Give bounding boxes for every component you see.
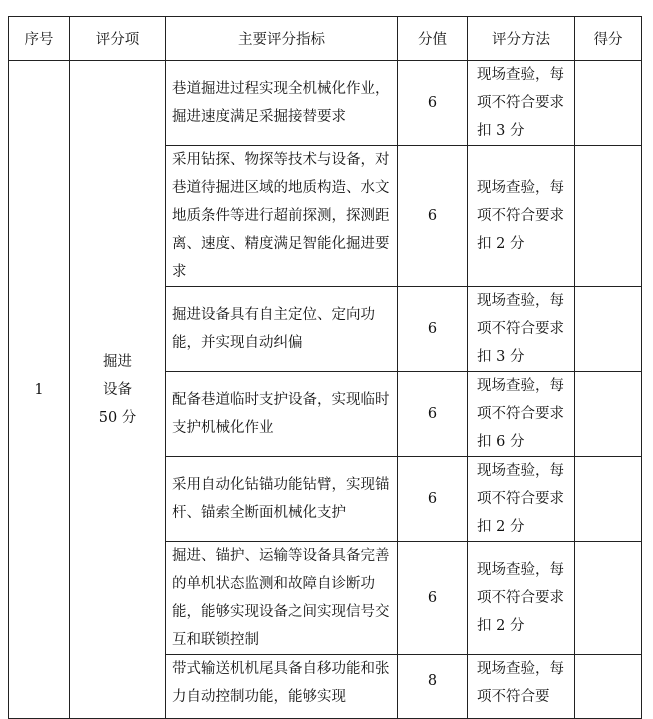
method-cell: 现场查验，每项不符合要求扣 2 分 (468, 542, 575, 655)
score-cell: 8 (398, 655, 468, 719)
indicator-cell: 配备巷道临时支护设备，实现临时支护机械化作业 (166, 372, 398, 457)
header-row (9, 17, 642, 61)
got-cell (575, 146, 642, 287)
method-cell: 现场查验，每项不符合要求扣 3 分 (468, 61, 575, 146)
indicator-cell: 带式输送机机尾具备自移功能和张力自动控制功能，能够实现 (166, 655, 398, 719)
indicator-cell: 掘进设备具有自主定位、定向功能，并实现自动纠偏 (166, 287, 398, 372)
score-cell: 6 (398, 457, 468, 542)
got-cell (575, 61, 642, 146)
group-item-line: 设备 (103, 381, 132, 398)
got-cell (575, 372, 642, 457)
header-got: 得分 (575, 17, 642, 61)
method-cell: 现场查验，每项不符合要 (468, 655, 575, 719)
group-item (70, 61, 166, 719)
header-indicator: 主要评分指标 (166, 17, 398, 61)
indicator-cell: 采用钻探、物探等技术与设备，对巷道待掘进区域的地质构造、水文地质条件等进行超前探测，探测距离、速度、精度满足智能化掘进要求 (166, 146, 398, 287)
method-cell: 现场查验，每项不符合要求扣 3 分 (468, 287, 575, 372)
header-score: 分值 (398, 17, 468, 61)
header-no: 序号 (9, 17, 70, 61)
score-cell: 6 (398, 542, 468, 655)
got-cell (575, 655, 642, 719)
indicator-cell: 采用自动化钻锚功能钻臂，实现锚杆、锚索全断面机械化支护 (166, 457, 398, 542)
score-cell: 6 (398, 287, 468, 372)
table-row (9, 61, 642, 146)
score-cell: 6 (398, 61, 468, 146)
got-cell (575, 287, 642, 372)
group-item-line: 50 分 (98, 409, 137, 426)
score-cell: 6 (398, 372, 468, 457)
indicator-cell: 巷道掘进过程实现全机械化作业，掘进速度满足采掘接替要求 (166, 61, 398, 146)
scoring-table (8, 16, 642, 719)
score-cell: 6 (398, 146, 468, 287)
method-cell: 现场查验，每项不符合要求扣 2 分 (468, 457, 575, 542)
got-cell (575, 542, 642, 655)
header-method: 评分方法 (468, 17, 575, 61)
indicator-cell: 掘进、锚护、运输等设备具备完善的单机状态监测和故障自诊断功能，能够实现设备之间实现信号交互和联锁控制 (166, 542, 398, 655)
got-cell (575, 457, 642, 542)
group-item-line: 掘进 (103, 353, 132, 370)
header-item: 评分项 (70, 17, 166, 61)
group-number: 1 (9, 61, 70, 719)
method-cell: 现场查验，每项不符合要求扣 6 分 (468, 372, 575, 457)
method-cell: 现场查验，每项不符合要求扣 2 分 (468, 146, 575, 287)
